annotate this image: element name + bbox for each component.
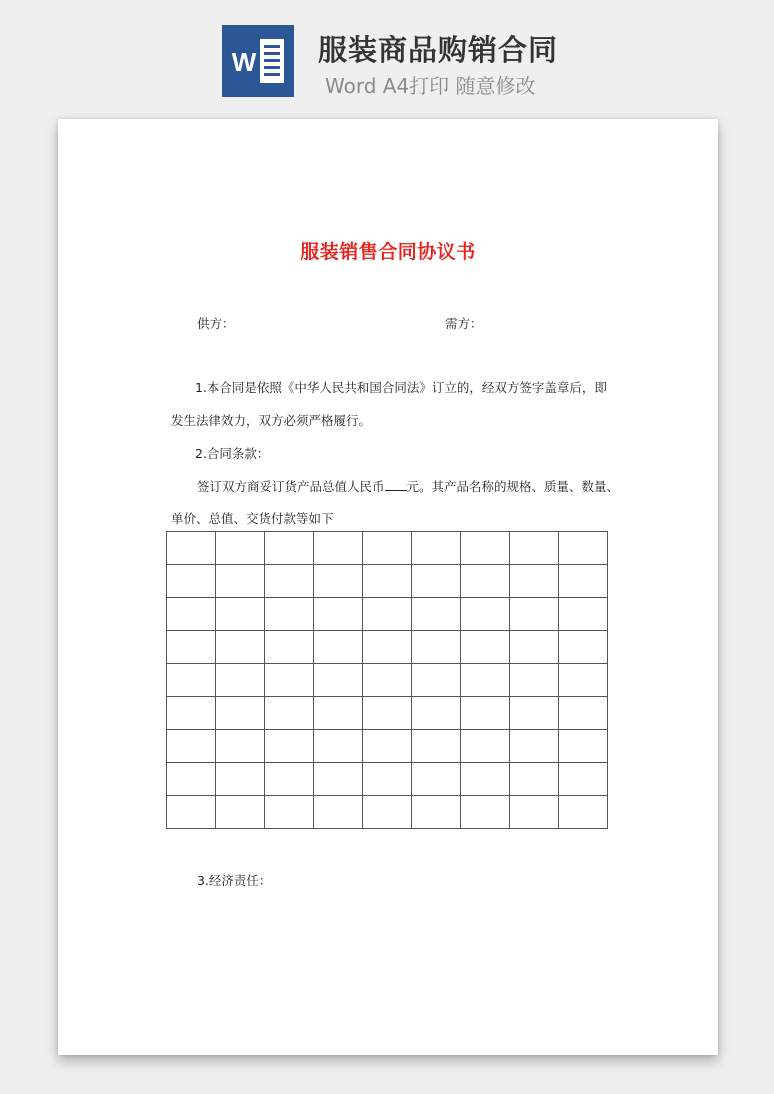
table-cell — [559, 532, 608, 565]
table-cell — [363, 532, 412, 565]
clause1-line1: 1.本合同是依照《中华人民共和国合同法》订立的，经双方签字盖章后，即 — [195, 380, 607, 395]
table-row — [167, 598, 608, 631]
table-cell — [510, 730, 559, 763]
table-cell — [363, 664, 412, 697]
table-cell — [216, 763, 265, 796]
table-cell — [461, 631, 510, 664]
table-cell — [510, 598, 559, 631]
table-cell — [216, 598, 265, 631]
table-cell — [314, 598, 363, 631]
amount-blank — [385, 480, 407, 491]
table-cell — [167, 763, 216, 796]
table-cell — [461, 532, 510, 565]
table-cell — [314, 763, 363, 796]
table-cell — [363, 730, 412, 763]
table-cell — [216, 664, 265, 697]
table-cell — [216, 796, 265, 829]
table-cell — [314, 664, 363, 697]
table-cell — [216, 565, 265, 598]
clause3-heading: 3.经济责任： — [197, 873, 272, 888]
table-cell — [314, 730, 363, 763]
table-cell — [167, 730, 216, 763]
table-row — [167, 631, 608, 664]
table-cell — [265, 730, 314, 763]
table-cell — [412, 565, 461, 598]
table-cell — [510, 796, 559, 829]
table-row — [167, 664, 608, 697]
header-title: 服装商品购销合同 — [318, 33, 559, 67]
table-cell — [216, 697, 265, 730]
table-cell — [314, 796, 363, 829]
table-cell — [510, 763, 559, 796]
clause2-line1 — [197, 477, 619, 495]
word-icon — [222, 25, 294, 97]
table-cell — [461, 763, 510, 796]
table-cell — [461, 730, 510, 763]
table-cell — [167, 631, 216, 664]
table-cell — [363, 763, 412, 796]
table-cell — [461, 664, 510, 697]
table-cell — [461, 697, 510, 730]
table-cell — [559, 631, 608, 664]
table-cell — [265, 598, 314, 631]
supplier-label: 供方： — [197, 316, 235, 331]
table-cell — [412, 631, 461, 664]
table-cell — [265, 631, 314, 664]
document-title: 服装销售合同协议书 — [300, 241, 476, 263]
header-subtitle: Word A4打印 随意修改 — [325, 74, 536, 98]
buyer-label: 需方： — [445, 316, 483, 331]
table-cell — [412, 697, 461, 730]
table-cell — [510, 664, 559, 697]
table-cell — [510, 532, 559, 565]
clause2-line2: 单价、总值、交货付款等如下 — [171, 511, 334, 526]
table-cell — [363, 697, 412, 730]
table-cell — [314, 565, 363, 598]
table-cell — [363, 565, 412, 598]
clause1-line2: 发生法律效力，双方必须严格履行。 — [171, 413, 372, 428]
table-cell — [265, 532, 314, 565]
table-cell — [559, 598, 608, 631]
table-cell — [265, 763, 314, 796]
clause2-heading: 2.合同条款： — [195, 446, 270, 461]
table-cell — [265, 565, 314, 598]
table-row — [167, 763, 608, 796]
table-cell — [216, 730, 265, 763]
table-cell — [412, 532, 461, 565]
table-cell — [216, 631, 265, 664]
table-cell — [363, 631, 412, 664]
table-cell — [363, 598, 412, 631]
table-cell — [167, 796, 216, 829]
table-cell — [412, 730, 461, 763]
table-cell — [167, 565, 216, 598]
table-cell — [559, 730, 608, 763]
table-cell — [265, 697, 314, 730]
table-cell — [461, 565, 510, 598]
table-cell — [167, 532, 216, 565]
table-cell — [167, 664, 216, 697]
table-cell — [412, 664, 461, 697]
table-cell — [510, 565, 559, 598]
table-row — [167, 796, 608, 829]
table-cell — [314, 697, 363, 730]
clause2-line1-end: 元。其产品名称的规格、质量、数量、 — [406, 479, 620, 494]
document-page — [58, 119, 718, 1055]
table-cell — [314, 631, 363, 664]
table-cell — [412, 763, 461, 796]
table-cell — [412, 796, 461, 829]
table-cell — [314, 532, 363, 565]
order-table — [166, 531, 608, 829]
word-icon-letter: W — [231, 47, 257, 77]
table-cell — [167, 598, 216, 631]
table-cell — [559, 796, 608, 829]
table-cell — [559, 565, 608, 598]
table-cell — [559, 697, 608, 730]
table-cell — [559, 763, 608, 796]
table-cell — [363, 796, 412, 829]
table-row — [167, 565, 608, 598]
table-cell — [265, 664, 314, 697]
table-row — [167, 730, 608, 763]
table-row — [167, 697, 608, 730]
table-cell — [412, 598, 461, 631]
table-cell — [461, 796, 510, 829]
table-cell — [559, 664, 608, 697]
header — [0, 0, 774, 110]
table-cell — [461, 598, 510, 631]
clause2-line1-start: 签订双方商妥订货产品总值人民币 — [197, 479, 385, 494]
table-cell — [167, 697, 216, 730]
table-cell — [510, 697, 559, 730]
table-cell — [510, 631, 559, 664]
table-cell — [265, 796, 314, 829]
table-cell — [216, 532, 265, 565]
table-row — [167, 532, 608, 565]
